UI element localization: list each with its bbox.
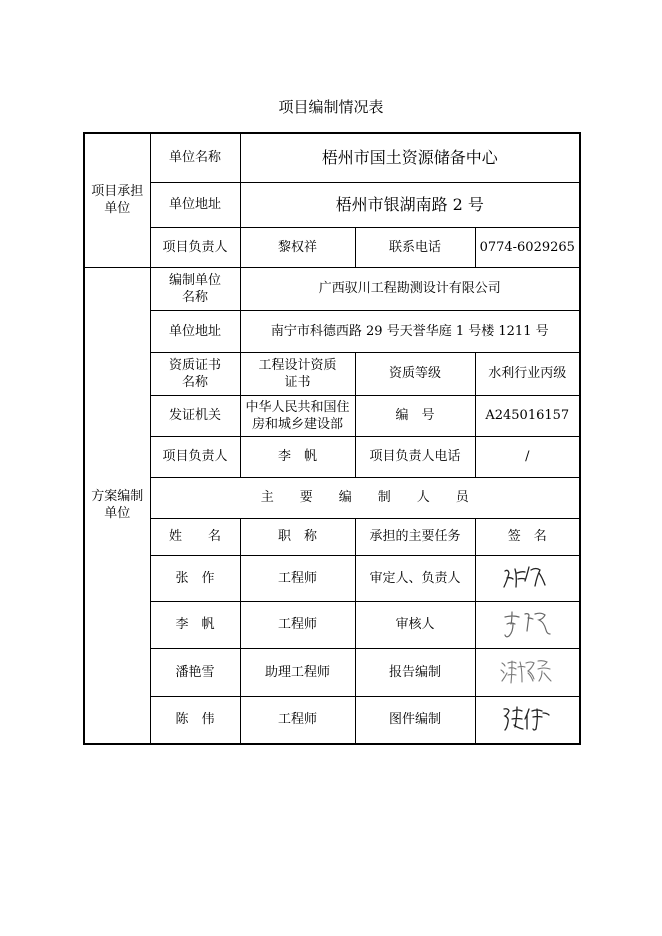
compiler-grade-value: 水利行业丙级 <box>475 352 580 395</box>
staff-signature <box>475 648 580 696</box>
undertaker-phone-label: 联系电话 <box>355 227 475 267</box>
staff-task: 审核人 <box>355 601 475 648</box>
label-line1: 资质证书 <box>168 357 221 373</box>
compiler-address-row <box>84 310 580 352</box>
staff-header-task: 承担的主要任务 <box>355 518 475 555</box>
staff-title-row <box>84 477 580 518</box>
value-line2: 房和城乡建设部 <box>251 416 343 432</box>
compiler-leader-row <box>84 436 580 477</box>
compiler-cert-label <box>150 352 240 395</box>
group-label-line2: 单位 <box>104 201 131 217</box>
staff-title: 主 要 编 制 人 员 <box>150 477 580 518</box>
staff-header-name: 姓 名 <box>150 518 240 555</box>
value-line2: 证书 <box>284 374 311 390</box>
undertaker-leader-value: 黎权祥 <box>240 227 355 267</box>
label-line1: 编制单位 <box>168 272 221 288</box>
compiler-issuer-value <box>240 395 355 436</box>
compiler-grade-label: 资质等级 <box>355 352 475 395</box>
group-label-line2: 单位 <box>104 506 131 522</box>
handwritten-signature <box>498 655 556 689</box>
undertaker-leader-label: 项目负责人 <box>150 227 240 267</box>
table-row <box>84 648 580 696</box>
handwritten-signature <box>499 608 555 642</box>
group-label-line1: 方案编制 <box>91 489 144 505</box>
staff-title: 工程师 <box>240 555 355 601</box>
compiler-leader-label: 项目负责人 <box>150 436 240 477</box>
label-line2: 名称 <box>181 289 208 305</box>
value-line1: 工程设计资质 <box>258 357 337 373</box>
staff-header-title: 职 称 <box>240 518 355 555</box>
handwritten-signature <box>499 561 555 595</box>
compiler-group-label <box>84 267 150 744</box>
undertaker-name-label: 单位名称 <box>150 133 240 182</box>
label-line2: 名称 <box>181 374 208 390</box>
undertaker-name-value: 梧州市国土资源储备中心 <box>240 133 580 182</box>
staff-header-signature: 签 名 <box>475 518 580 555</box>
compiler-unit-value: 广西驭川工程勘测设计有限公司 <box>240 267 580 310</box>
staff-task: 报告编制 <box>355 648 475 696</box>
undertaker-address-label: 单位地址 <box>150 182 240 227</box>
undertaker-group-label <box>84 133 150 267</box>
undertaker-address-value: 梧州市银湖南路 2 号 <box>240 182 580 227</box>
compiler-leader-value: 李 帆 <box>240 436 355 477</box>
staff-name: 陈 伟 <box>150 696 240 744</box>
undertaker-address-row <box>84 182 580 227</box>
compiler-address-label: 单位地址 <box>150 310 240 352</box>
staff-signature <box>475 555 580 601</box>
page-title: 项目编制情况表 <box>278 98 384 116</box>
staff-signature <box>475 601 580 648</box>
staff-name: 张 作 <box>150 555 240 601</box>
staff-header-row <box>84 518 580 555</box>
compiler-cert-value <box>240 352 355 395</box>
compiler-leader-phone-value: / <box>475 436 580 477</box>
compiler-address-value: 南宁市科德西路 29 号天誉华庭 1 号楼 1211 号 <box>240 310 580 352</box>
compiler-unit-label <box>150 267 240 310</box>
project-table <box>83 132 581 745</box>
compiler-unit-row <box>84 267 580 310</box>
compiler-cert-row <box>84 352 580 395</box>
undertaker-name-row <box>84 133 580 182</box>
compiler-number-value: A245016157 <box>475 395 580 436</box>
group-label-line1: 项目承担 <box>91 184 144 200</box>
staff-name: 潘艳雪 <box>150 648 240 696</box>
staff-name: 李 帆 <box>150 601 240 648</box>
handwritten-signature <box>499 703 555 737</box>
undertaker-leader-row <box>84 227 580 267</box>
table-row <box>84 555 580 601</box>
compiler-issuer-row <box>84 395 580 436</box>
staff-title: 工程师 <box>240 601 355 648</box>
compiler-number-label: 编 号 <box>355 395 475 436</box>
staff-title: 工程师 <box>240 696 355 744</box>
staff-task: 审定人、负责人 <box>355 555 475 601</box>
compiler-leader-phone-label: 项目负责人电话 <box>355 436 475 477</box>
staff-task: 图件编制 <box>355 696 475 744</box>
staff-signature <box>475 696 580 744</box>
staff-title: 助理工程师 <box>240 648 355 696</box>
table-row <box>84 601 580 648</box>
value-line1: 中华人民共和国住 <box>245 399 350 415</box>
table-row <box>84 696 580 744</box>
undertaker-phone-value: 0774-6029265 <box>475 227 580 267</box>
compiler-issuer-label: 发证机关 <box>150 395 240 436</box>
